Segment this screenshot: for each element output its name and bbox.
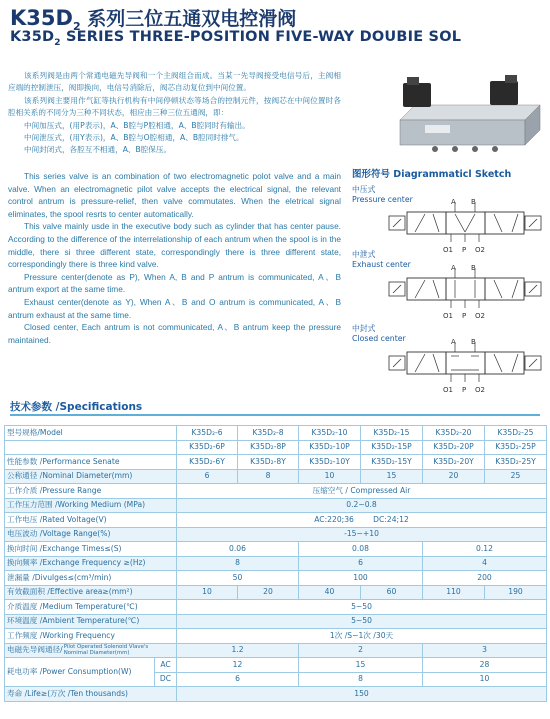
symbol-exhaust-center (385, 262, 545, 324)
perf-header: 性能参数 /Performance Senate (5, 455, 177, 470)
symbol-closed-center (385, 336, 545, 398)
intro-cn-para: 该系列阀是由两个常通电磁先导阀和一个主阀组合而成。当某一先导阀接受电信号后，主阀相应端的控制泄压，阀即换向，电信号消除后，阀芯自动复位到中间位置。 (8, 71, 341, 93)
spec-label: 环境温度 /Ambient Temperature(℃) (5, 614, 177, 629)
spec-value: 0.2~0.8 (177, 498, 547, 513)
model-cell: K35D₂-10 (299, 426, 361, 441)
port-label: A (451, 198, 456, 206)
port-label: O2 (475, 312, 485, 320)
intro-en-para: This series valve is an combination of two electromagnetic polot valve and a main valve. When an electromagnetic pilot valve accepts the electrical signal, the relevant control antrum is pressure-relief, then valve commutates. When the eletrical signal eliminates, the spool resrts to center automatically. (8, 171, 341, 219)
spec-sublabel: DC (155, 672, 177, 687)
model-cell: K35D₂-6 (177, 426, 238, 441)
model-cell: K35D₂-25P (485, 440, 547, 455)
intro-cn (8, 70, 341, 157)
valve-product-image (395, 75, 545, 160)
model-cell: K35D₂-15 (361, 426, 423, 441)
intro-en-para: Pressure center(denote as P), When A, B and P antrum is communicated, A、B antrum export at the same time. (8, 271, 341, 295)
spec-value: 25 (485, 469, 547, 484)
model-header-blank (5, 440, 177, 455)
spec-value: 150 (177, 687, 547, 702)
spec-label: 电压波动 /Voltage Range(%) (5, 527, 177, 542)
spec-value: 8 (177, 556, 299, 571)
port-label: O1 (443, 386, 453, 394)
port-label: P (462, 246, 467, 254)
spec-value: 20 (423, 469, 485, 484)
intro-cn-para: 该系列阀主要用作气缸等执行机构有中间停顿状态等场合的控制元件，按阀芯在中间位置时各腔相关系的不同分为三种不同状态，相应由三种三位五通阀，即： (8, 95, 341, 118)
intro-en (8, 170, 341, 346)
spec-value: 6 (299, 556, 423, 571)
model-cell: K35D₂-8 (238, 426, 299, 441)
model-cell: K35D₂-8P (238, 440, 299, 455)
spec-label: 泄漏量 /Divulges≤(cm³/min) (5, 571, 177, 586)
spec-value: 压缩空气 / Compressed Air (177, 484, 547, 499)
port-label: A (451, 264, 456, 272)
specs-table (4, 425, 547, 702)
intro-cn-para: 中间泄压式，(用Y表示)，A、B腔与O腔相通，A、B腔同时排气。 (24, 133, 244, 143)
spec-label: 介质温度 /Medium Temperature(℃) (5, 600, 177, 615)
spec-value: 40 (299, 585, 361, 600)
spec-value: 0.06 (177, 542, 299, 557)
spec-value: 0.08 (299, 542, 423, 557)
intro-cn-para: 中间封闭式，各腔互不相通，A、B腔保压。 (24, 145, 172, 155)
spec-label: 工作频度 /Working Frequency (5, 629, 177, 644)
port-label: P (462, 312, 467, 320)
model-header: 型号规格/Model (5, 426, 177, 441)
spec-label: 工作电压 /Rated Voltage(V) (5, 513, 177, 528)
spec-value: 5~50 (177, 614, 547, 629)
spec-value: 1.2 (177, 643, 299, 658)
spec-label: 换向频率 /Exchange Frequency ≥(Hz) (5, 556, 177, 571)
spec-value: 2 (299, 643, 423, 658)
symbol-label-exhaust: 中泄式 Exhaust center (352, 250, 411, 269)
spec-value: -15~+10 (177, 527, 547, 542)
model-cell: K35D₂-6Y (177, 455, 238, 470)
spec-value: 3 (423, 643, 547, 658)
intro-en-para: Exhaust center(denote as Y), When A、B and O antrum is communicated, A、B antrum exhaust at the same time. (8, 296, 341, 320)
spec-value: 15 (299, 658, 423, 673)
model-cell: K35D₂-6P (177, 440, 238, 455)
spec-value: 110 (423, 585, 485, 600)
spec-label: 寿命 /Life≥(万次 /Ten thousands) (5, 687, 177, 702)
page-title-cn: $K35D_2$ 系列三位五通双电控滑阀 (10, 6, 297, 33)
spec-value: 190 (485, 585, 547, 600)
model-cell: K35D₂-15P (361, 440, 423, 455)
spec-value: 8 (238, 469, 299, 484)
spec-value: 1次 /S~1次 /30天 (177, 629, 547, 644)
model-cell: K35D₂-20 (423, 426, 485, 441)
port-label: A (451, 338, 456, 346)
spec-value: 20 (238, 585, 299, 600)
spec-value: 10 (177, 585, 238, 600)
spec-value: 5~50 (177, 600, 547, 615)
spec-value: 6 (177, 672, 299, 687)
spec-sublabel: AC (155, 658, 177, 673)
model-cell: K35D₂-20P (423, 440, 485, 455)
model-cell: K35D₂-25Y (485, 455, 547, 470)
spec-value: 10 (299, 469, 361, 484)
port-label: B (471, 338, 476, 346)
model-cell: K35D₂-25 (485, 426, 547, 441)
model-cell: K35D₂-20Y (423, 455, 485, 470)
spec-value: 15 (361, 469, 423, 484)
spec-label: 耗电功率 /Power Consumption(W) (5, 658, 155, 687)
port-label: O2 (475, 386, 485, 394)
port-label: B (471, 264, 476, 272)
spec-label: 有效截面积 /Effective area≥(mm²) (5, 585, 177, 600)
model-cell: K35D₂-8Y (238, 455, 299, 470)
specs-title: 技术参数 /Specifications (10, 401, 143, 413)
intro-en-para: This valve mainly usde in the executive body such as cylinder that has center pause. According to the difference of the interrelationship of each antrum when the spool is in the middle, there si three different state, correspondingly there is three different state, correspondingly there is three kind valve. (8, 221, 341, 270)
model-cell: K35D₂-10Y (299, 455, 361, 470)
port-label: O1 (443, 246, 453, 254)
symbol-label-closed: 中封式 Closed center (352, 324, 406, 343)
port-label: P (462, 386, 467, 394)
spec-label-pilot: 电磁先导阀通径/Pilot Operated Solenoid Vlave's Nomimal Diameter(mm) (5, 643, 177, 658)
spec-value: 60 (361, 585, 423, 600)
symbol-pressure-center (385, 196, 545, 258)
spec-value: 8 (299, 672, 423, 687)
spec-label: 工作介质 /Pressure Range (5, 484, 177, 499)
spec-value: 200 (423, 571, 547, 586)
symbol-label-pressure: 中压式 Pressure center (352, 185, 413, 204)
intro-cn-para: 中间加压式，(用P表示)，A、B腔与P腔相通，A、B腔同时有输出。 (24, 120, 250, 130)
spec-value: 50 (177, 571, 299, 586)
spec-value: 28 (423, 658, 547, 673)
spec-value: 0.12 (423, 542, 547, 557)
spec-value: 12 (177, 658, 299, 673)
spec-label: 公称通径 /Nominal Diameter(mm) (5, 469, 177, 484)
spec-value: 6 (177, 469, 238, 484)
port-label: O1 (443, 312, 453, 320)
spec-label: 工作压力范围 /Working Medium (MPa) (5, 498, 177, 513)
spec-label: 换向时间 /Exchange Times≤(S) (5, 542, 177, 557)
spec-value: 100 (299, 571, 423, 586)
spec-value: 4 (423, 556, 547, 571)
specs-divider (10, 414, 540, 416)
spec-value: AC:220;36 DC:24;12 (177, 513, 547, 528)
model-cell: K35D₂-15Y (361, 455, 423, 470)
port-label: O2 (475, 246, 485, 254)
model-cell: K35D₂-10P (299, 440, 361, 455)
sketch-title: 图形符号 Diagrammaticl Sketch (352, 169, 512, 180)
spec-value: 10 (423, 672, 547, 687)
page-title-en: $K35D_2$ SERIES THREE-POSITION FIVE-WAY DOUBIE SOL (10, 29, 462, 48)
intro-en-para: Closed center, Each antrum is not communicated, A、B antrum keep the pressure maintained. (8, 322, 341, 345)
port-label: B (471, 198, 476, 206)
